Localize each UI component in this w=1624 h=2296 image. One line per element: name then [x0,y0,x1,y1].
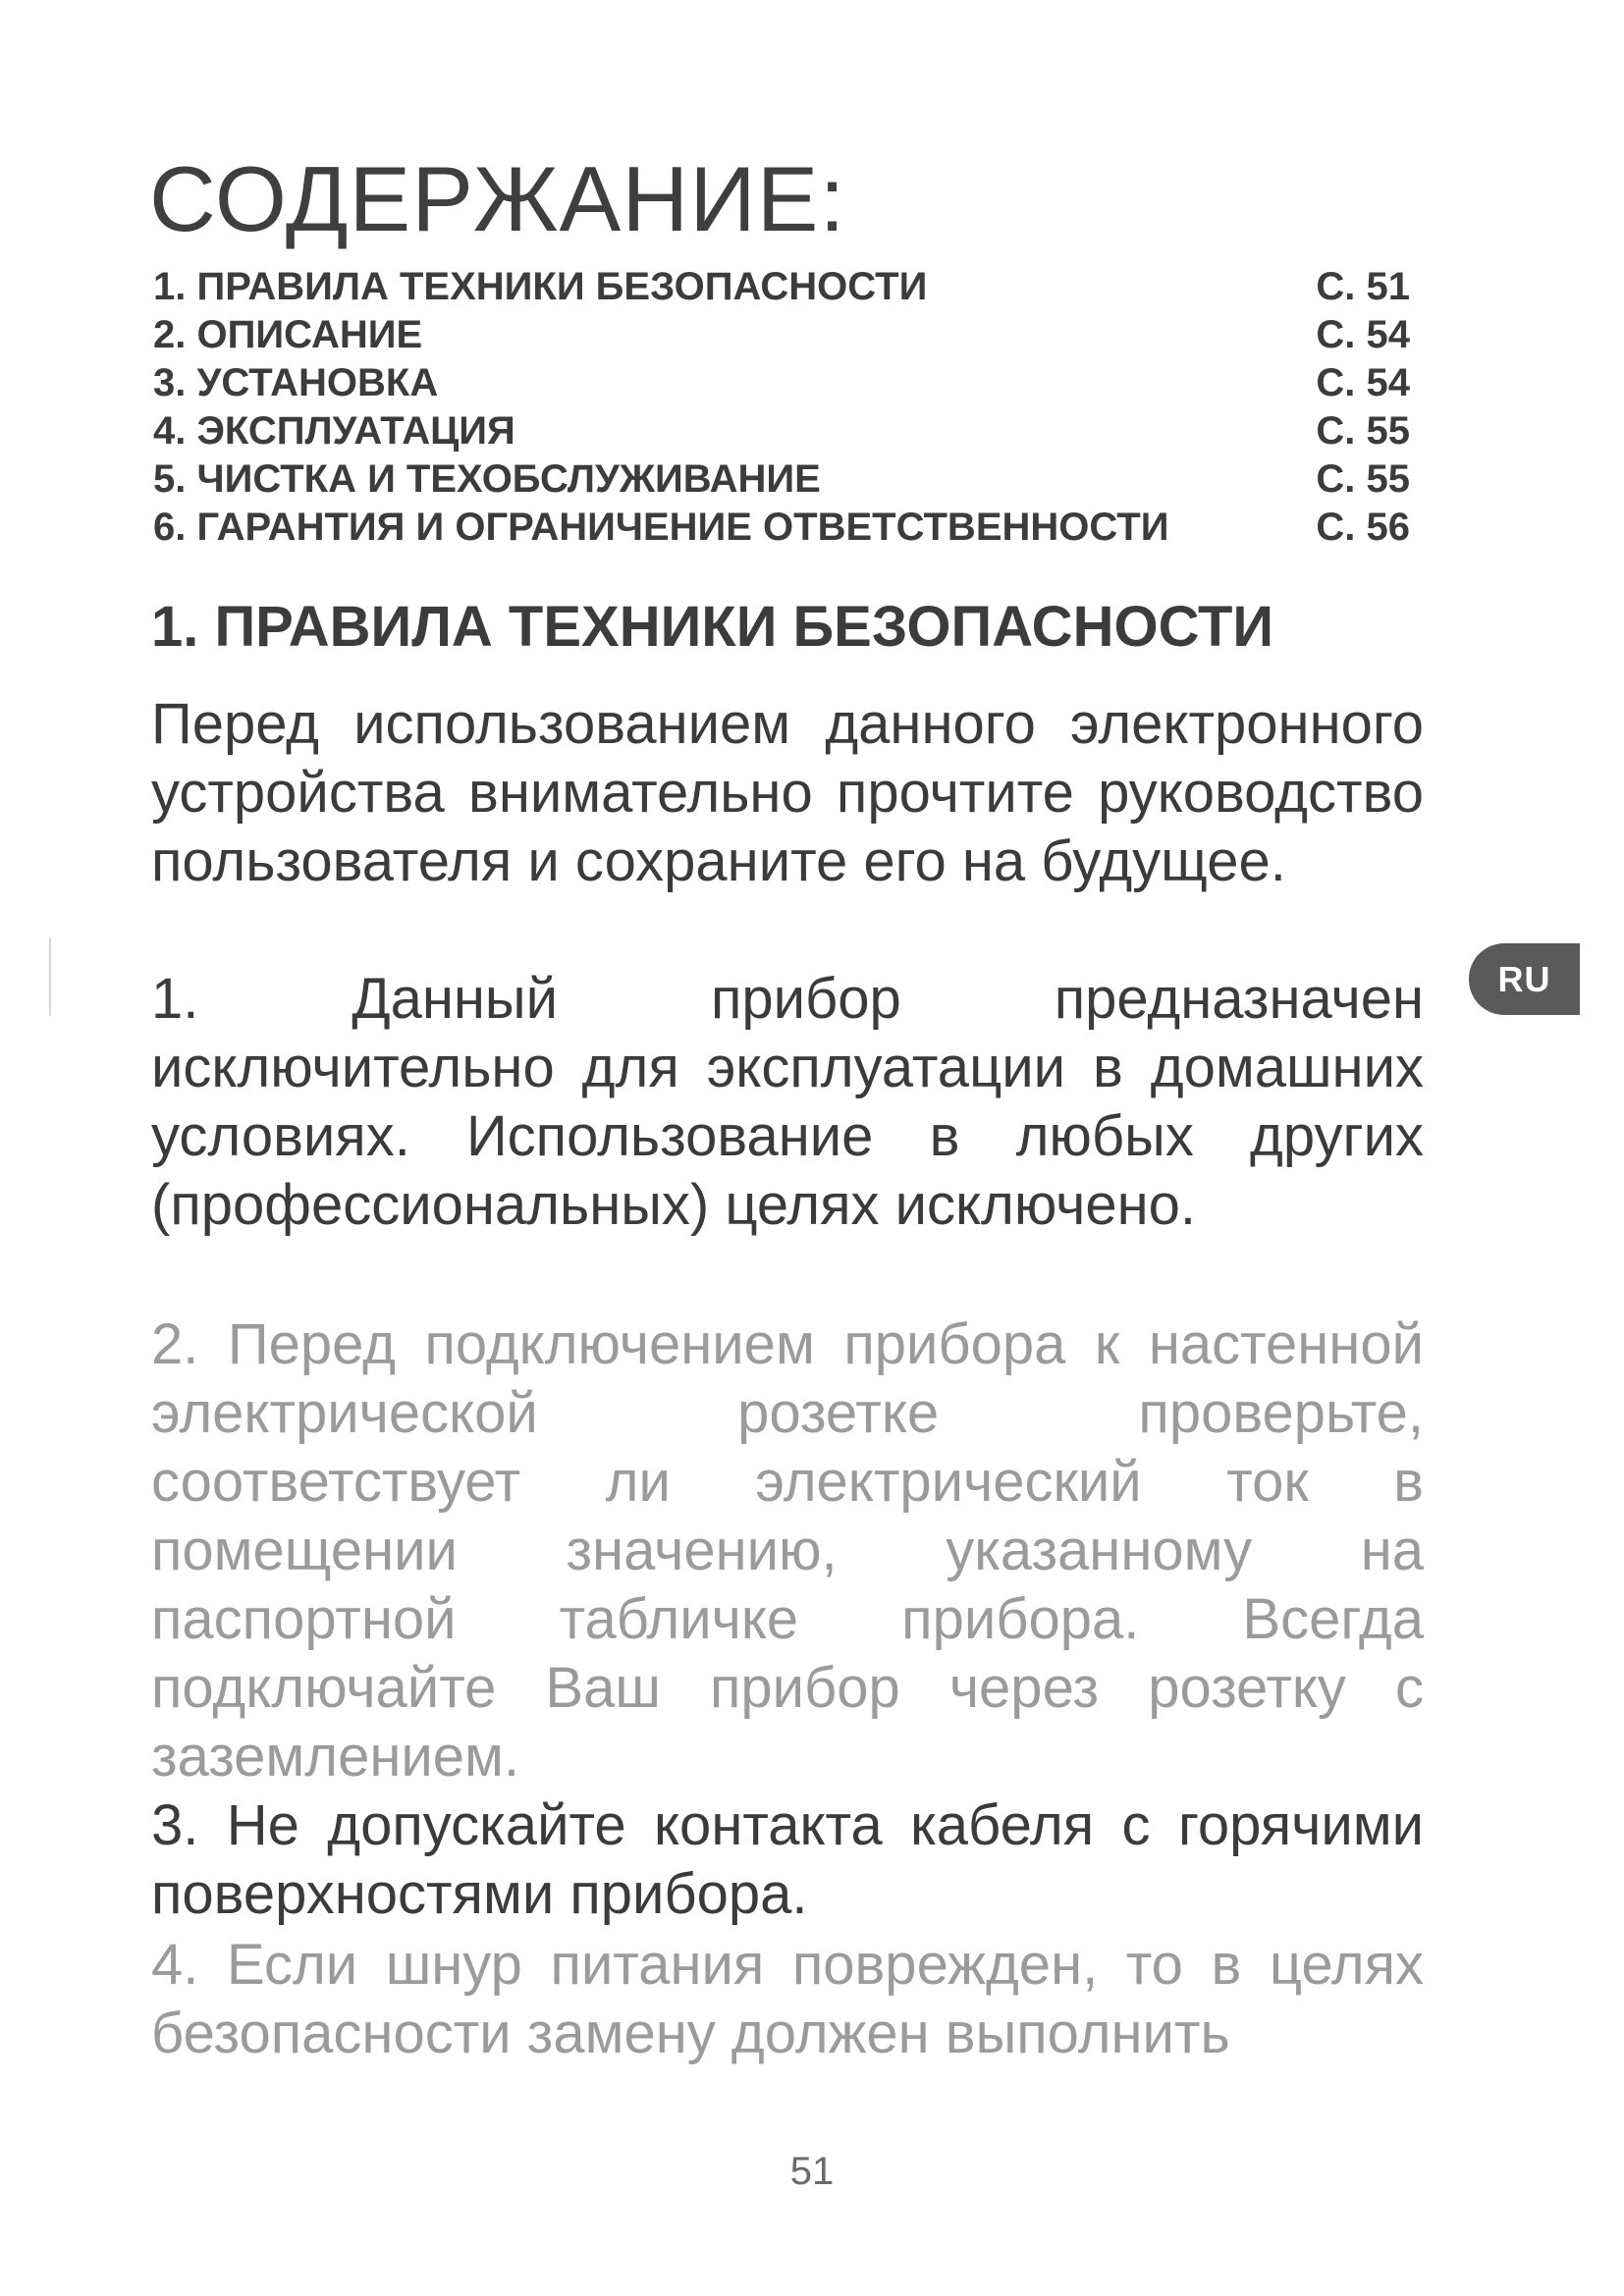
margin-mark [49,937,51,1016]
toc-item[interactable] [153,407,1410,455]
toc-item-page: С. 51 [1316,265,1410,308]
toc-item[interactable] [153,263,1410,311]
safety-rule-3: 3. Не допускайте контакта кабеля с горячими поверхностями прибора. [151,1793,1424,1926]
page-number: 51 [789,2150,835,2193]
table-of-contents [153,263,1410,552]
section-heading: 1. ПРАВИЛА ТЕХНИКИ БЕЗОПАСНОСТИ [151,595,1274,659]
toc-item-label: 5. ЧИСТКА И ТЕХОБСЛУЖИВАНИЕ [153,457,821,501]
toc-item-label: 4. ЭКСПЛУАТАЦИЯ [153,409,515,453]
safety-rule-1: 1. Данный прибор предназначен исключительно для эксплуатации в домашних условиях. Использование в любых других (профессиональных) целях исключено. [151,967,1424,1237]
safety-rule-4: 4. Если шнур питания поврежден, то в целях безопасности замену должен выполнить [151,1933,1424,2065]
toc-item-page: С. 54 [1316,361,1410,404]
toc-item-label: 6. ГАРАНТИЯ И ОГРАНИЧЕНИЕ ОТВЕТСТВЕННОСТИ [153,506,1169,549]
toc-item[interactable] [153,504,1410,552]
toc-item-label: 2. ОПИСАНИЕ [153,313,423,356]
toc-item-label: 1. ПРАВИЛА ТЕХНИКИ БЕЗОПАСНОСТИ [153,265,928,308]
toc-item-page: С. 54 [1316,313,1410,356]
toc-item-page: С. 55 [1316,457,1410,501]
toc-title: СОДЕРЖАНИЕ: [149,147,846,250]
language-badge: RU [1469,943,1580,1015]
intro-paragraph: Перед использованием данного электронного устройства внимательно прочтите руководство пользователя и сохраните его на будущее. [151,692,1424,893]
toc-item-page: С. 55 [1316,409,1410,453]
toc-item[interactable] [153,455,1410,504]
toc-item[interactable] [153,359,1410,407]
toc-item[interactable] [153,311,1410,359]
toc-item-label: 3. УСТАНОВКА [153,361,439,404]
safety-rule-2: 2. Перед подключением прибора к настенной электрической розетке проверьте, соответствует ли электрический ток в помещении значению, указанному на паспортной табличке прибора. Всегда подключайте Ваш прибор через розетку с заземлением. [151,1312,1424,1789]
toc-item-page: С. 56 [1316,506,1410,549]
